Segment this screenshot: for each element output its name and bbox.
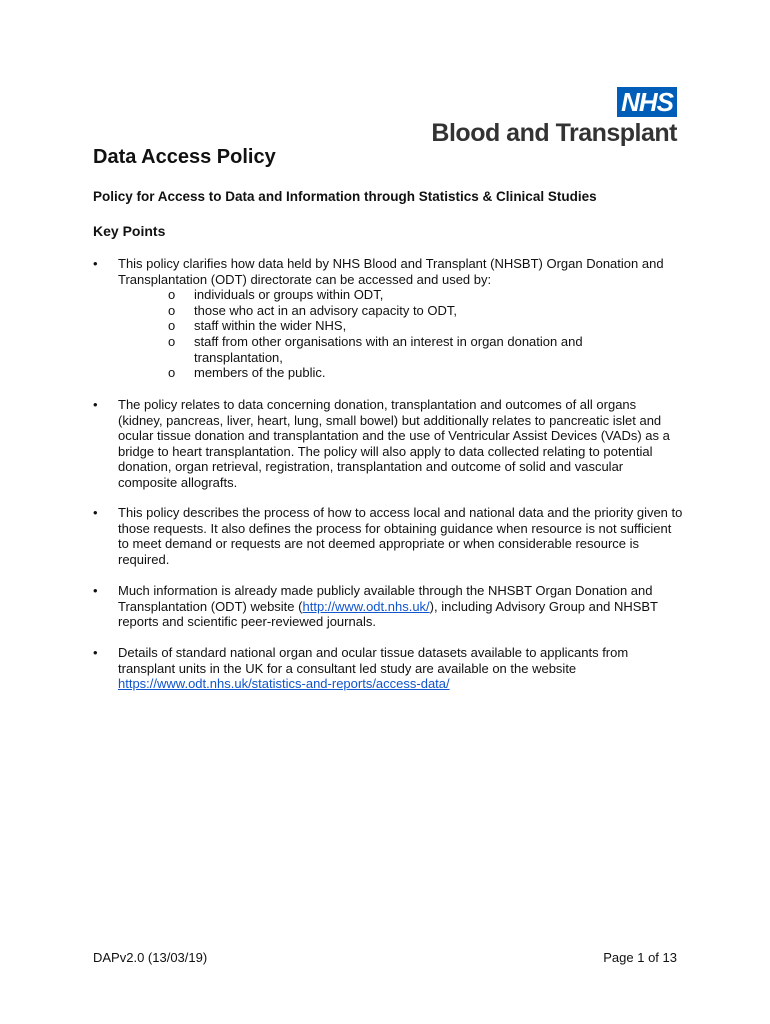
page-title: Data Access Policy bbox=[93, 146, 276, 168]
subtitle: Policy for Access to Data and Information through Statistics & Clinical Studies bbox=[93, 189, 597, 204]
sub-item: o members of the public. bbox=[168, 365, 326, 381]
sub-bullet-icon: o bbox=[168, 318, 176, 334]
bullet-icon: • bbox=[93, 645, 98, 660]
bullet-icon: • bbox=[93, 583, 98, 598]
bullet-item bbox=[93, 505, 683, 567]
footer-version: DAPv2.0 (13/03/19) bbox=[93, 950, 208, 965]
bullet-icon: • bbox=[93, 256, 98, 271]
sub-item: o individuals or groups within ODT, bbox=[168, 287, 384, 303]
nhs-blood-and-transplant-logo bbox=[431, 87, 677, 147]
bullet-icon: • bbox=[93, 397, 98, 412]
key-points-heading: Key Points bbox=[93, 223, 166, 239]
bullet-item bbox=[93, 583, 683, 630]
bullet-text: This policy describes the process of how to access local and national data and the priority given to those requests. It also defines the process for obtaining guidance when resource is not sufficient to meet demand or requests are not deemed appropriate or when considerable resource is required. bbox=[118, 505, 683, 567]
bullet-item bbox=[93, 397, 683, 491]
bullet-text: Details of standard national organ and ocular tissue datasets available to applicants from transplant units in the UK for a consultant led study are available on the website https://www.odt.nhs.uk/statistics-and-reports/access-data/ bbox=[118, 645, 629, 692]
sub-item: o those who act in an advisory capacity to ODT, bbox=[168, 302, 458, 318]
bullet-item bbox=[93, 645, 683, 692]
bullet-text: The policy relates to data concerning donation, transplantation and outcomes of all organs (kidney, pancreas, liver, heart, lung, small bowel) but additionally relates to pancreatic islet and ocular tissue donation and transplantation and the use of Ventricular Assist Devices (VADs) as a bridge to heart transplantation. The policy will also apply to data collected relating to potential donation, organ retrieval, registration, transplantation and outcome of solid and vascular composite allografts. bbox=[118, 397, 670, 490]
sub-bullet-icon: o bbox=[168, 333, 176, 349]
sub-bullet-icon: o bbox=[168, 287, 176, 303]
sub-item: o staff within the wider NHS, bbox=[168, 318, 347, 334]
bullet-text: This policy clarifies how data held by NHS Blood and Transplant (NHSBT) Organ Donation and Transplantation (ODT) directorate can be accessed and used by: bbox=[118, 256, 664, 287]
sub-item: o staff from other organisations with an interest in organ donation and transplantation, bbox=[168, 333, 583, 365]
bullet-text: Much information is already made publicly available through the NHSBT Organ Donation and Transplantation (ODT) website (http://www.odt.nhs.uk/), including Advisory Group and NHSBT reports and scientific peer-reviewed journals. bbox=[118, 583, 658, 630]
logo-organisation-name: Blood and Transplant bbox=[431, 119, 677, 147]
sub-bullet-icon: o bbox=[168, 302, 176, 318]
nhs-logo-badge: NHS bbox=[617, 87, 677, 117]
bullet-item bbox=[93, 256, 683, 381]
odt-website-link[interactable]: http://www.odt.nhs.uk/ bbox=[302, 598, 430, 614]
footer-page-number: Page 1 of 13 bbox=[603, 950, 677, 965]
sub-bullet-icon: o bbox=[168, 365, 176, 381]
bullet-icon: • bbox=[93, 505, 98, 520]
access-data-link[interactable]: https://www.odt.nhs.uk/statistics-and-reports/access-data/ bbox=[118, 676, 450, 692]
